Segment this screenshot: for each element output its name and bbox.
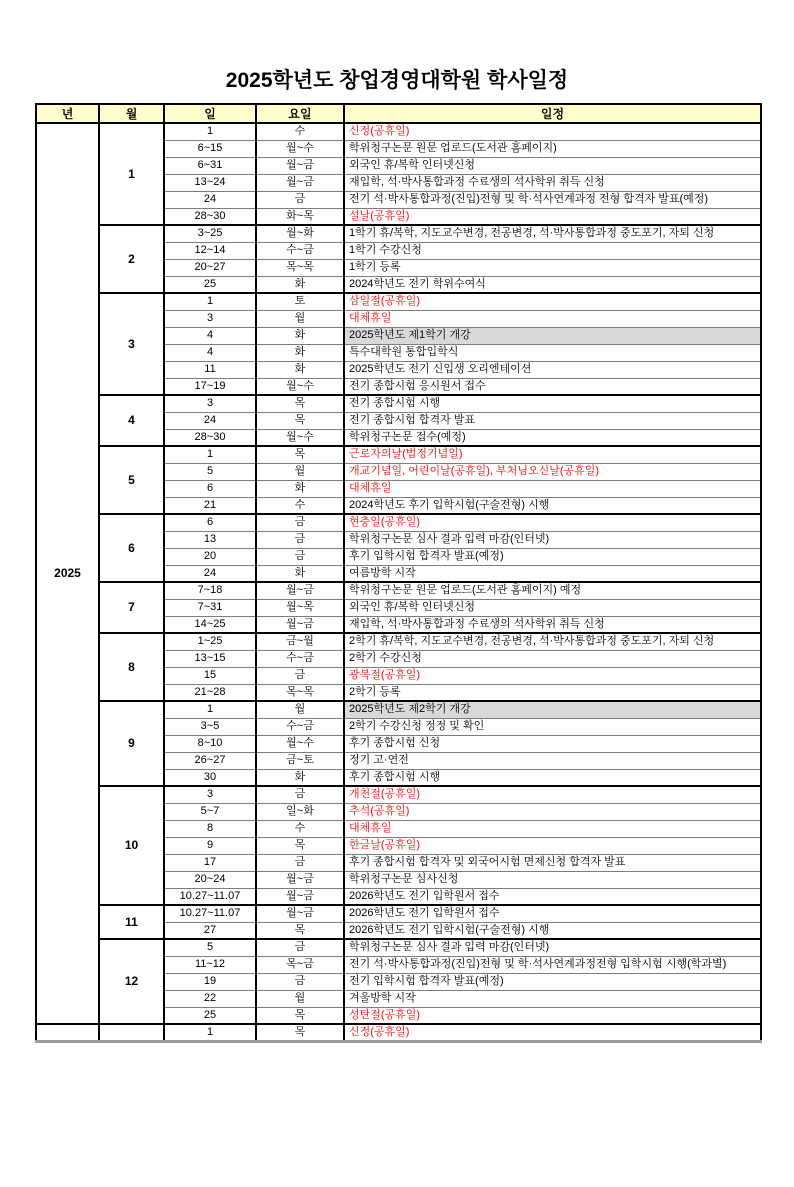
weekday-cell: 월~수 (256, 378, 344, 395)
month-cell: 8 (99, 633, 164, 701)
weekday-cell: 월~화 (256, 225, 344, 242)
day-cell: 27 (164, 922, 256, 939)
day-cell: 10.27~11.07 (164, 888, 256, 905)
calendar-header (36, 104, 761, 123)
month-cell: 4 (99, 395, 164, 446)
weekday-cell: 월 (256, 701, 344, 718)
weekday-cell: 월~금 (256, 582, 344, 599)
event-cell: 개교기념일, 어린이날(공휴일), 부처님오신날(공휴일) (344, 463, 761, 480)
weekday-cell: 금 (256, 786, 344, 803)
day-cell: 8~10 (164, 735, 256, 752)
weekday-cell: 금 (256, 531, 344, 548)
event-cell: 전기 종합시험 합격자 발표 (344, 412, 761, 429)
event-cell: 외국인 휴/복학 인터넷신청 (344, 599, 761, 616)
weekday-cell: 목 (256, 395, 344, 412)
weekday-cell: 월~금 (256, 888, 344, 905)
day-cell: 17 (164, 854, 256, 871)
event-cell: 광복절(공휴일) (344, 667, 761, 684)
day-cell: 24 (164, 565, 256, 582)
event-cell: 추석(공휴일) (344, 803, 761, 820)
table-row (36, 786, 761, 803)
month-cell (99, 1024, 164, 1042)
event-cell: 설날(공휴일) (344, 208, 761, 225)
month-cell: 1 (99, 123, 164, 225)
event-cell: 1학기 휴/복학, 지도교수변경, 전공변경, 석·박사통합과정 중도포기, 자퇴 신청 (344, 225, 761, 242)
month-cell: 5 (99, 446, 164, 514)
day-cell: 9 (164, 837, 256, 854)
day-cell: 3 (164, 786, 256, 803)
event-cell: 학위청구논문 원문 업로드(도서관 홈페이지) 예정 (344, 582, 761, 599)
calendar-body (36, 123, 761, 1042)
weekday-cell: 수~금 (256, 242, 344, 259)
day-cell: 10.27~11.07 (164, 905, 256, 922)
day-cell: 1 (164, 1024, 256, 1042)
day-cell: 6~31 (164, 157, 256, 174)
day-cell: 24 (164, 191, 256, 208)
event-cell: 전기 석·박사통합과정(진입)전형 및 학·석사연계과정 전형 합격자 발표(예정) (344, 191, 761, 208)
event-cell: 현충일(공휴일) (344, 514, 761, 531)
event-cell: 전기 석·박사통합과정(진입)전형 및 학·석사연계과정전형 입학시험 시행(학과별) (344, 956, 761, 973)
weekday-cell: 월~수 (256, 140, 344, 157)
weekday-cell: 수 (256, 820, 344, 837)
weekday-cell: 금 (256, 973, 344, 990)
day-cell: 1 (164, 701, 256, 718)
weekday-cell: 목 (256, 922, 344, 939)
day-cell: 15 (164, 667, 256, 684)
weekday-cell: 토 (256, 293, 344, 310)
day-cell: 14~25 (164, 616, 256, 633)
weekday-cell: 목~목 (256, 684, 344, 701)
event-cell: 전기 입학시험 합격자 발표(예정) (344, 973, 761, 990)
month-cell: 3 (99, 293, 164, 395)
event-cell: 학위청구논문 심사 결과 입력 마감(인터넷) (344, 531, 761, 548)
day-cell: 11 (164, 361, 256, 378)
event-cell: 2학기 휴/복학, 지도교수변경, 전공변경, 석·박사통합과정 중도포기, 자퇴 신청 (344, 633, 761, 650)
event-cell: 개천절(공휴일) (344, 786, 761, 803)
day-cell: 6~15 (164, 140, 256, 157)
weekday-cell: 금 (256, 667, 344, 684)
day-cell: 6 (164, 480, 256, 497)
day-cell: 19 (164, 973, 256, 990)
day-cell: 24 (164, 412, 256, 429)
day-cell: 3 (164, 310, 256, 327)
event-cell: 2024학년도 후기 입학시험(구술전형) 시행 (344, 497, 761, 514)
month-cell: 11 (99, 905, 164, 939)
table-row (36, 293, 761, 310)
day-cell: 22 (164, 990, 256, 1007)
day-cell: 13~15 (164, 650, 256, 667)
event-cell: 대체휴일 (344, 310, 761, 327)
calendar-table (35, 103, 762, 1043)
weekday-cell: 수~금 (256, 718, 344, 735)
day-cell: 20~27 (164, 259, 256, 276)
weekday-cell: 목 (256, 1024, 344, 1042)
month-cell: 6 (99, 514, 164, 582)
weekday-cell: 금 (256, 548, 344, 565)
weekday-cell: 월~수 (256, 429, 344, 446)
day-cell: 30 (164, 769, 256, 786)
event-cell: 2025학년도 제2학기 개강 (344, 701, 761, 718)
event-cell: 2학기 등록 (344, 684, 761, 701)
table-row (36, 633, 761, 650)
day-cell: 20~24 (164, 871, 256, 888)
weekday-cell: 월~금 (256, 174, 344, 191)
day-cell: 8 (164, 820, 256, 837)
weekday-cell: 월 (256, 463, 344, 480)
event-cell: 후기 종합시험 신청 (344, 735, 761, 752)
header-year: 년 (36, 104, 99, 123)
day-cell: 3 (164, 395, 256, 412)
weekday-cell: 목~금 (256, 956, 344, 973)
day-cell: 3~5 (164, 718, 256, 735)
weekday-cell: 수 (256, 123, 344, 140)
event-cell: 2026학년도 전기 입학시험(구술전형) 시행 (344, 922, 761, 939)
weekday-cell: 월~금 (256, 905, 344, 922)
weekday-cell: 화 (256, 276, 344, 293)
day-cell: 28~30 (164, 429, 256, 446)
day-cell: 25 (164, 276, 256, 293)
weekday-cell: 금 (256, 939, 344, 956)
year-cell: 2025 (36, 123, 99, 1024)
day-cell: 5 (164, 939, 256, 956)
event-cell: 1학기 등록 (344, 259, 761, 276)
day-cell: 13~24 (164, 174, 256, 191)
event-cell: 전기 종합시험 시행 (344, 395, 761, 412)
event-cell: 학위청구논문 원문 업로드(도서관 홈페이지) (344, 140, 761, 157)
month-cell: 12 (99, 939, 164, 1024)
event-cell: 후기 종합시험 시행 (344, 769, 761, 786)
weekday-cell: 금 (256, 191, 344, 208)
weekday-cell: 화~목 (256, 208, 344, 225)
event-cell: 정기 고·연전 (344, 752, 761, 769)
weekday-cell: 월 (256, 310, 344, 327)
weekday-cell: 금 (256, 854, 344, 871)
event-cell: 학위청구논문 접수(예정) (344, 429, 761, 446)
event-cell: 2025학년도 전기 신입생 오리엔테이션 (344, 361, 761, 378)
event-cell: 학위청구논문 심사신청 (344, 871, 761, 888)
event-cell: 성탄절(공휴일) (344, 1007, 761, 1024)
weekday-cell: 화 (256, 769, 344, 786)
day-cell: 17~19 (164, 378, 256, 395)
weekday-cell: 월 (256, 990, 344, 1007)
weekday-cell: 화 (256, 344, 344, 361)
event-cell: 신정(공휴일) (344, 123, 761, 140)
weekday-cell: 목 (256, 412, 344, 429)
day-cell: 21 (164, 497, 256, 514)
weekday-cell: 수~금 (256, 650, 344, 667)
day-cell: 5 (164, 463, 256, 480)
header-row (36, 104, 761, 123)
day-cell: 20 (164, 548, 256, 565)
day-cell: 6 (164, 514, 256, 531)
day-cell: 7~31 (164, 599, 256, 616)
table-row (36, 395, 761, 412)
table-row (36, 123, 761, 140)
weekday-cell: 목 (256, 1007, 344, 1024)
day-cell: 12~14 (164, 242, 256, 259)
event-cell: 전기 종합시험 응시원서 접수 (344, 378, 761, 395)
event-cell: 신정(공휴일) (344, 1024, 761, 1042)
event-cell: 삼일절(공휴일) (344, 293, 761, 310)
header-weekday: 요일 (256, 104, 344, 123)
day-cell: 28~30 (164, 208, 256, 225)
event-cell: 재입학, 석·박사통합과정 수료생의 석사학위 취득 신청 (344, 174, 761, 191)
header-day: 일 (164, 104, 256, 123)
event-cell: 2학기 수강신청 정정 및 확인 (344, 718, 761, 735)
day-cell: 5~7 (164, 803, 256, 820)
day-cell: 25 (164, 1007, 256, 1024)
event-cell: 근로자의날(법정기념일) (344, 446, 761, 463)
event-cell: 대체휴일 (344, 820, 761, 837)
event-cell: 2026학년도 전기 입학원서 접수 (344, 888, 761, 905)
event-cell: 후기 종합시험 합격자 및 외국어시험 면제신청 합격자 발표 (344, 854, 761, 871)
weekday-cell: 화 (256, 327, 344, 344)
day-cell: 4 (164, 327, 256, 344)
header-schedule: 일정 (344, 104, 761, 123)
day-cell: 1 (164, 446, 256, 463)
month-cell: 9 (99, 701, 164, 786)
weekday-cell: 금~월 (256, 633, 344, 650)
table-row (36, 1024, 761, 1042)
event-cell: 겨울방학 시작 (344, 990, 761, 1007)
event-cell: 2026학년도 전기 입학원서 접수 (344, 905, 761, 922)
event-cell: 후기 입학시험 합격자 발표(예정) (344, 548, 761, 565)
weekday-cell: 월~목 (256, 599, 344, 616)
event-cell: 학위청구논문 심사 결과 입력 마감(인터넷) (344, 939, 761, 956)
month-cell: 10 (99, 786, 164, 905)
event-cell: 대체휴일 (344, 480, 761, 497)
event-cell: 특수대학원 통합입학식 (344, 344, 761, 361)
weekday-cell: 목 (256, 446, 344, 463)
table-row (36, 582, 761, 599)
day-cell: 1~25 (164, 633, 256, 650)
header-month: 월 (99, 104, 164, 123)
weekday-cell: 목~목 (256, 259, 344, 276)
day-cell: 11~12 (164, 956, 256, 973)
event-cell: 1학기 수강신청 (344, 242, 761, 259)
table-row (36, 905, 761, 922)
day-cell: 4 (164, 344, 256, 361)
event-cell: 2025학년도 제1학기 개강 (344, 327, 761, 344)
weekday-cell: 일~화 (256, 803, 344, 820)
event-cell: 여름방학 시작 (344, 565, 761, 582)
month-cell: 7 (99, 582, 164, 633)
day-cell: 13 (164, 531, 256, 548)
weekday-cell: 화 (256, 565, 344, 582)
weekday-cell: 금 (256, 514, 344, 531)
weekday-cell: 월~금 (256, 157, 344, 174)
weekday-cell: 화 (256, 480, 344, 497)
weekday-cell: 화 (256, 361, 344, 378)
day-cell: 1 (164, 123, 256, 140)
event-cell: 외국인 휴/복학 인터넷신청 (344, 157, 761, 174)
event-cell: 2024학년도 전기 학위수여식 (344, 276, 761, 293)
table-row (36, 225, 761, 242)
day-cell: 7~18 (164, 582, 256, 599)
event-cell: 2학기 수강신청 (344, 650, 761, 667)
weekday-cell: 수 (256, 497, 344, 514)
page-title: 2025학년도 창업경영대학원 학사일정 (225, 69, 569, 92)
day-cell: 1 (164, 293, 256, 310)
weekday-cell: 월~수 (256, 735, 344, 752)
table-row (36, 701, 761, 718)
year-cell (36, 1024, 99, 1042)
day-cell: 26~27 (164, 752, 256, 769)
day-cell: 3~25 (164, 225, 256, 242)
table-row (36, 514, 761, 531)
table-row (36, 939, 761, 956)
event-cell: 한글날(공휴일) (344, 837, 761, 854)
weekday-cell: 목 (256, 837, 344, 854)
event-cell: 재입학, 석·박사통합과정 수료생의 석사학위 취득 신청 (344, 616, 761, 633)
day-cell: 21~28 (164, 684, 256, 701)
weekday-cell: 월~금 (256, 871, 344, 888)
table-row (36, 446, 761, 463)
month-cell: 2 (99, 225, 164, 293)
weekday-cell: 금~토 (256, 752, 344, 769)
weekday-cell: 월~금 (256, 616, 344, 633)
